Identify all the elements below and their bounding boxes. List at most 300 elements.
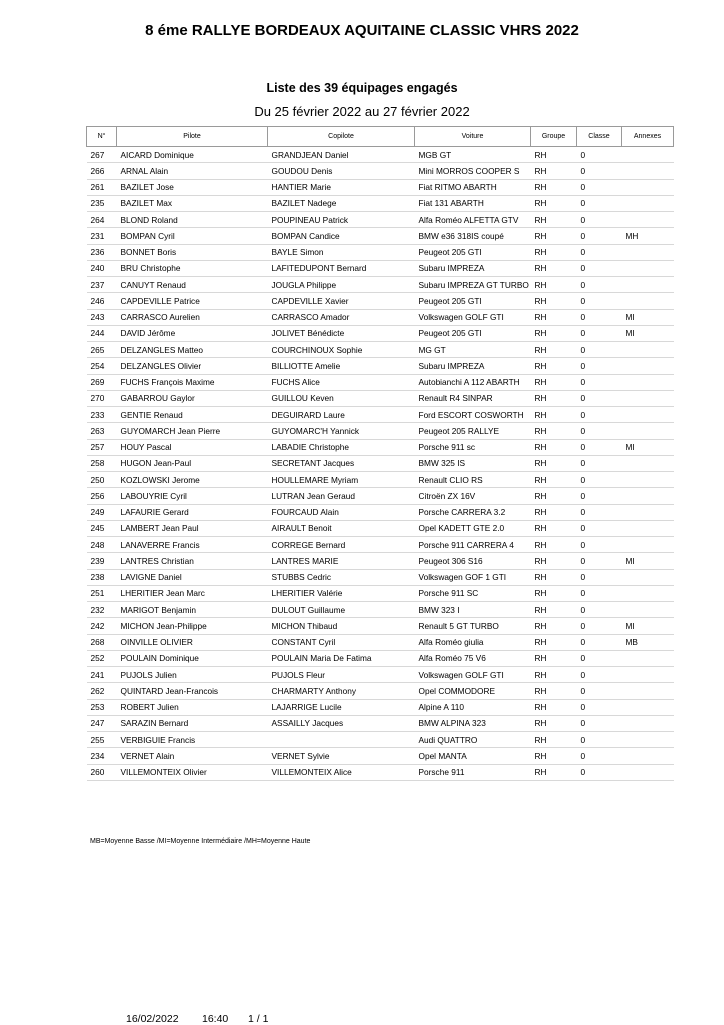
table-row <box>87 634 674 650</box>
cell-pilote: BOMPAN Cyril <box>120 230 175 241</box>
cell-pilote: CARRASCO Aurelien <box>120 312 200 323</box>
cell-pilote: LABOUYRIE Cyril <box>120 490 187 501</box>
cell-number: 240 <box>90 263 105 274</box>
table-row <box>87 537 674 553</box>
cell-groupe: RH <box>534 750 547 761</box>
cell-voiture: Volkswagen GOLF GTI <box>418 669 504 680</box>
cell-pilote: LANTRES Christian <box>120 555 194 566</box>
cell-annexes <box>622 520 674 536</box>
cell-groupe: RH <box>534 767 547 778</box>
table-row <box>87 618 674 634</box>
cell-annexes: MI <box>625 312 635 323</box>
cell-number: 244 <box>90 328 105 339</box>
cell-pilote: SARAZIN Bernard <box>120 718 189 729</box>
cell-groupe: RH <box>534 669 547 680</box>
cell-pilote: DELZANGLES Matteo <box>120 344 204 355</box>
cell-voiture: BMW e36 318IS coupé <box>418 230 504 241</box>
cell-number: 243 <box>90 312 105 323</box>
cell-number: 236 <box>90 247 105 258</box>
cell-voiture: Fiat RITMO ABARTH <box>418 182 497 193</box>
table-row <box>87 195 674 211</box>
table-row <box>87 650 674 666</box>
table-row <box>87 732 674 748</box>
cell-classe: 0 <box>580 263 586 274</box>
cell-groupe: RH <box>534 344 547 355</box>
cell-groupe: RH <box>534 165 547 176</box>
cell-annexes <box>622 358 674 374</box>
entries-subtitle: Liste des 39 équipages engagés <box>266 81 458 95</box>
table-row <box>87 520 674 536</box>
cell-groupe: RH <box>534 149 547 160</box>
cell-copilote: CARRASCO Amador <box>271 312 350 323</box>
cell-groupe: RH <box>534 637 547 648</box>
cell-groupe: RH <box>534 555 547 566</box>
entries-table <box>86 126 674 781</box>
cell-classe: 0 <box>580 328 586 339</box>
cell-groupe: RH <box>534 442 547 453</box>
cell-groupe: RH <box>534 620 547 631</box>
table-row <box>87 358 674 374</box>
cell-copilote: JOLIVET Bénédicte <box>271 328 345 339</box>
cell-copilote: BOMPAN Candice <box>271 230 340 241</box>
cell-annexes <box>622 244 674 260</box>
cell-pilote: VILLEMONTEIX Olivier <box>120 767 207 778</box>
cell-annexes <box>622 195 674 211</box>
cell-annexes <box>622 342 674 358</box>
table-header-row <box>87 127 674 147</box>
legend-note: MB=Moyenne Basse /MI=Moyenne Intermédiaire /MH=Moyenne Haute <box>90 838 311 845</box>
cell-voiture: Volkswagen GOF 1 GTI <box>418 572 507 583</box>
cell-pilote: POULAIN Dominique <box>120 653 199 664</box>
cell-annexes <box>622 163 674 179</box>
table-row <box>87 293 674 309</box>
cell-copilote: GOUDOU Denis <box>271 165 333 176</box>
cell-annexes: MI <box>625 555 635 566</box>
table-row <box>87 569 674 585</box>
cell-annexes <box>622 585 674 601</box>
cell-copilote: LAFITEDUPONT Bernard <box>271 263 367 274</box>
cell-number: 261 <box>90 182 105 193</box>
cell-pilote: QUINTARD Jean-Francois <box>120 685 219 696</box>
cell-groupe: RH <box>534 263 547 274</box>
cell-number: 270 <box>90 393 105 404</box>
table-row <box>87 699 674 715</box>
cell-classe: 0 <box>580 572 586 583</box>
cell-number: 246 <box>90 295 105 306</box>
cell-voiture: Peugeot 205 GTI <box>418 247 482 258</box>
cell-groupe: RH <box>534 247 547 258</box>
cell-pilote: CANUYT Renaud <box>120 279 186 290</box>
column-header-number: N° <box>87 127 117 147</box>
cell-classe: 0 <box>580 344 586 355</box>
table-row <box>87 342 674 358</box>
cell-copilote: DEGUIRARD Laure <box>271 409 345 420</box>
cell-copilote: FOURCAUD Alain <box>271 507 339 518</box>
cell-voiture: Porsche 911 sc <box>418 442 476 453</box>
column-header-voiture: Voiture <box>415 127 531 147</box>
cell-pilote: BONNET Boris <box>120 247 177 258</box>
footer-time: 16:40 <box>202 1013 229 1025</box>
cell-annexes <box>622 488 674 504</box>
cell-number: 242 <box>90 620 105 631</box>
cell-pilote: LAFAURIE Gerard <box>120 507 189 518</box>
cell-annexes <box>622 683 674 699</box>
cell-pilote: CAPDEVILLE Patrice <box>120 295 200 306</box>
cell-number: 258 <box>90 458 105 469</box>
cell-number: 232 <box>90 604 105 615</box>
table-row <box>87 228 674 244</box>
cell-copilote: MICHON Thibaud <box>271 620 338 631</box>
cell-annexes <box>622 390 674 406</box>
cell-pilote: KOZLOWSKI Jerome <box>120 474 200 485</box>
table-row <box>87 553 674 569</box>
cell-classe: 0 <box>580 767 586 778</box>
cell-pilote: PUJOLS Julien <box>120 669 177 680</box>
table-row <box>87 212 674 228</box>
cell-annexes <box>622 179 674 195</box>
cell-annexes <box>622 504 674 520</box>
cell-classe: 0 <box>580 360 586 371</box>
cell-voiture: Audi QUATTRO <box>418 734 478 745</box>
cell-number: 251 <box>90 588 105 599</box>
cell-groupe: RH <box>534 588 547 599</box>
cell-annexes <box>622 732 674 748</box>
cell-groupe: RH <box>534 214 547 225</box>
cell-voiture: Porsche CARRERA 3.2 <box>418 507 506 518</box>
table-row <box>87 683 674 699</box>
cell-voiture: Ford ESCORT COSWORTH <box>418 409 524 420</box>
cell-classe: 0 <box>580 653 586 664</box>
cell-annexes <box>622 569 674 585</box>
cell-voiture: Opel COMMODORE <box>418 685 496 696</box>
cell-groupe: RH <box>534 702 547 713</box>
cell-classe: 0 <box>580 165 586 176</box>
cell-voiture: Renault R4 SINPAR <box>418 393 493 404</box>
cell-classe: 0 <box>580 734 586 745</box>
cell-number: 262 <box>90 685 105 696</box>
cell-pilote: AICARD Dominique <box>120 149 194 160</box>
cell-classe: 0 <box>580 182 586 193</box>
cell-annexes <box>622 423 674 439</box>
cell-classe: 0 <box>580 523 586 534</box>
cell-copilote: VERNET Sylvie <box>271 750 330 761</box>
cell-number: 238 <box>90 572 105 583</box>
cell-pilote: OINVILLE OLIVIER <box>120 637 193 648</box>
table-row <box>87 163 674 179</box>
cell-groupe: RH <box>534 182 547 193</box>
cell-groupe: RH <box>534 523 547 534</box>
cell-classe: 0 <box>580 458 586 469</box>
table-row <box>87 390 674 406</box>
cell-classe: 0 <box>580 604 586 615</box>
cell-pilote: HUGON Jean-Paul <box>120 458 192 469</box>
cell-classe: 0 <box>580 312 586 323</box>
cell-copilote: GUYOMARC'H Yannick <box>271 425 359 436</box>
cell-annexes <box>622 472 674 488</box>
footer-page-number: 1 / 1 <box>248 1013 269 1025</box>
cell-pilote: DELZANGLES Olivier <box>120 360 202 371</box>
cell-annexes: MI <box>625 442 635 453</box>
cell-copilote: HOULLEMARE Myriam <box>271 474 359 485</box>
cell-classe: 0 <box>580 669 586 680</box>
cell-pilote: BAZILET Jose <box>120 182 174 193</box>
cell-copilote: LABADIE Christophe <box>271 442 349 453</box>
cell-classe: 0 <box>580 149 586 160</box>
cell-voiture: Alpine A 110 <box>418 702 465 713</box>
cell-groupe: RH <box>534 295 547 306</box>
cell-groupe: RH <box>534 328 547 339</box>
cell-groupe: RH <box>534 653 547 664</box>
cell-groupe: RH <box>534 425 547 436</box>
cell-annexes <box>622 748 674 764</box>
cell-voiture: Subaru IMPREZA <box>418 360 485 371</box>
table-row <box>87 585 674 601</box>
table-row <box>87 244 674 260</box>
cell-classe: 0 <box>580 637 586 648</box>
cell-annexes <box>622 277 674 293</box>
cell-copilote: CORREGE Bernard <box>271 539 346 550</box>
cell-number: 264 <box>90 214 105 225</box>
cell-number: 235 <box>90 198 105 209</box>
cell-copilote: SECRETANT Jacques <box>271 458 355 469</box>
cell-classe: 0 <box>580 409 586 420</box>
cell-groupe: RH <box>534 685 547 696</box>
cell-number: 266 <box>90 165 105 176</box>
cell-copilote: LANTRES MARIE <box>271 555 339 566</box>
cell-groupe: RH <box>534 718 547 729</box>
cell-pilote: MARIGOT Benjamin <box>120 604 196 615</box>
cell-voiture: Mini MORROS COOPER S <box>418 165 520 176</box>
cell-pilote: BRU Christophe <box>120 263 181 274</box>
cell-copilote: CONSTANT Cyril <box>271 637 336 648</box>
cell-annexes <box>622 537 674 553</box>
table-row <box>87 488 674 504</box>
cell-copilote: LUTRAN Jean Geraud <box>271 490 355 501</box>
table-row <box>87 423 674 439</box>
cell-voiture: Peugeot 205 RALLYE <box>418 425 500 436</box>
cell-classe: 0 <box>580 507 586 518</box>
cell-pilote: GUYOMARCH Jean Pierre <box>120 425 221 436</box>
cell-number: 263 <box>90 425 105 436</box>
table-row <box>87 439 674 455</box>
cell-voiture: Peugeot 205 GTI <box>418 328 482 339</box>
cell-annexes <box>622 212 674 228</box>
cell-voiture: Peugeot 306 S16 <box>418 555 483 566</box>
cell-groupe: RH <box>534 539 547 550</box>
cell-voiture: Opel MANTA <box>418 750 467 761</box>
cell-classe: 0 <box>580 442 586 453</box>
cell-voiture: Renault CLIO RS <box>418 474 483 485</box>
cell-classe: 0 <box>580 295 586 306</box>
table-row <box>87 504 674 520</box>
cell-copilote: LAJARRIGE Lucile <box>271 702 342 713</box>
cell-annexes <box>622 699 674 715</box>
cell-classe: 0 <box>580 685 586 696</box>
cell-pilote: FUCHS François Maxime <box>120 377 215 388</box>
cell-voiture: Opel KADETT GTE 2.0 <box>418 523 505 534</box>
cell-copilote: GRANDJEAN Daniel <box>271 149 349 160</box>
cell-voiture: BMW 325 IS <box>418 458 466 469</box>
cell-voiture: BMW ALPINA 323 <box>418 718 486 729</box>
table-row <box>87 260 674 276</box>
cell-groupe: RH <box>534 198 547 209</box>
cell-copilote: POUPINEAU Patrick <box>271 214 349 225</box>
cell-number: 248 <box>90 539 105 550</box>
cell-copilote: LHERITIER Valérie <box>271 588 343 599</box>
cell-groupe: RH <box>534 734 547 745</box>
cell-annexes: MB <box>625 637 638 648</box>
table-row <box>87 277 674 293</box>
cell-number: 250 <box>90 474 105 485</box>
cell-number: 249 <box>90 507 105 518</box>
cell-voiture: MGB GT <box>418 149 452 160</box>
cell-copilote: JOUGLA Philippe <box>271 279 337 290</box>
cell-classe: 0 <box>580 490 586 501</box>
cell-voiture: Autobianchi A 112 ABARTH <box>418 377 520 388</box>
cell-voiture: Alfa Roméo giulia <box>418 637 484 648</box>
cell-classe: 0 <box>580 230 586 241</box>
column-header-copilote: Copilote <box>268 127 415 147</box>
cell-copilote: GUILLOU Keven <box>271 393 334 404</box>
cell-pilote: BLOND Roland <box>120 214 178 225</box>
table-row <box>87 407 674 423</box>
cell-voiture: Citroën ZX 16V <box>418 490 476 501</box>
cell-voiture: Fiat 131 ABARTH <box>418 198 484 209</box>
cell-classe: 0 <box>580 214 586 225</box>
cell-groupe: RH <box>534 572 547 583</box>
cell-pilote: GENTIE Renaud <box>120 409 183 420</box>
cell-number: 256 <box>90 490 105 501</box>
cell-voiture: Peugeot 205 GTI <box>418 295 482 306</box>
cell-groupe: RH <box>534 360 547 371</box>
cell-pilote: GABARROU Gaylor <box>120 393 195 404</box>
cell-pilote: VERNET Alain <box>120 750 175 761</box>
cell-copilote: DULOUT Guillaume <box>271 604 346 615</box>
cell-annexes <box>622 650 674 666</box>
cell-annexes <box>622 407 674 423</box>
cell-pilote: ARNAL Alain <box>120 165 169 176</box>
cell-groupe: RH <box>534 230 547 241</box>
table-row <box>87 309 674 325</box>
cell-annexes: MI <box>625 328 635 339</box>
cell-voiture: Volkswagen GOLF GTI <box>418 312 504 323</box>
cell-annexes <box>622 260 674 276</box>
cell-pilote: LHERITIER Jean Marc <box>120 588 205 599</box>
cell-classe: 0 <box>580 377 586 388</box>
column-header-classe: Classe <box>577 127 622 147</box>
table-row <box>87 325 674 341</box>
cell-classe: 0 <box>580 750 586 761</box>
cell-classe: 0 <box>580 425 586 436</box>
table-row <box>87 764 674 780</box>
cell-number: 257 <box>90 442 105 453</box>
column-header-annexes: Annexes <box>622 127 674 147</box>
cell-classe: 0 <box>580 588 586 599</box>
cell-number: 267 <box>90 149 105 160</box>
cell-voiture: Porsche 911 CARRERA 4 <box>418 539 514 550</box>
cell-pilote: DAVID Jérôme <box>120 328 176 339</box>
cell-voiture: Subaru IMPREZA <box>418 263 485 274</box>
cell-copilote: CAPDEVILLE Xavier <box>271 295 349 306</box>
cell-number: 237 <box>90 279 105 290</box>
cell-copilote: VILLEMONTEIX Alice <box>271 767 352 778</box>
cell-classe: 0 <box>580 702 586 713</box>
cell-copilote: BILLIOTTE Amelie <box>271 360 341 371</box>
cell-voiture: MG GT <box>418 344 446 355</box>
column-header-pilote: Pilote <box>117 127 268 147</box>
cell-groupe: RH <box>534 474 547 485</box>
cell-pilote: MICHON Jean-Philippe <box>120 620 207 631</box>
table-row <box>87 472 674 488</box>
table-row <box>87 715 674 731</box>
cell-groupe: RH <box>534 393 547 404</box>
footer-date: 16/02/2022 <box>126 1013 179 1025</box>
cell-groupe: RH <box>534 507 547 518</box>
cell-groupe: RH <box>534 458 547 469</box>
table-row <box>87 602 674 618</box>
cell-groupe: RH <box>534 312 547 323</box>
cell-voiture: Subaru IMPREZA GT TURBO <box>418 279 529 290</box>
cell-classe: 0 <box>580 393 586 404</box>
cell-copilote: BAYLE Simon <box>271 247 324 258</box>
cell-voiture: Alfa Roméo ALFETTA GTV <box>418 214 519 225</box>
cell-copilote: POULAIN Maria De Fatima <box>271 653 372 664</box>
table-row <box>87 147 674 163</box>
table-row <box>87 374 674 390</box>
cell-voiture: Alfa Roméo 75 V6 <box>418 653 486 664</box>
cell-copilote <box>268 732 415 748</box>
cell-classe: 0 <box>580 620 586 631</box>
cell-groupe: RH <box>534 377 547 388</box>
table-row <box>87 179 674 195</box>
cell-voiture: Renault 5 GT TURBO <box>418 620 499 631</box>
cell-classe: 0 <box>580 279 586 290</box>
cell-copilote: CHARMARTY Anthony <box>271 685 357 696</box>
cell-pilote: LAVIGNE Daniel <box>120 572 182 583</box>
cell-number: 231 <box>90 230 105 241</box>
table-row <box>87 455 674 471</box>
event-dates: Du 25 février 2022 au 27 février 2022 <box>254 104 470 119</box>
cell-annexes <box>622 293 674 309</box>
cell-pilote: ROBERT Julien <box>120 702 179 713</box>
cell-voiture: BMW 323 I <box>418 604 460 615</box>
cell-annexes <box>622 715 674 731</box>
cell-annexes <box>622 602 674 618</box>
cell-groupe: RH <box>534 490 547 501</box>
cell-number: 254 <box>90 360 105 371</box>
cell-annexes <box>622 667 674 683</box>
cell-voiture: Porsche 911 <box>418 767 465 778</box>
cell-copilote: COURCHINOUX Sophie <box>271 344 363 355</box>
cell-pilote: VERBIGUIE Francis <box>120 734 196 745</box>
cell-classe: 0 <box>580 247 586 258</box>
cell-classe: 0 <box>580 718 586 729</box>
cell-classe: 0 <box>580 474 586 485</box>
cell-pilote: HOUY Pascal <box>120 442 172 453</box>
column-header-groupe: Groupe <box>531 127 577 147</box>
cell-number: 233 <box>90 409 105 420</box>
cell-copilote: HANTIER Marie <box>271 182 331 193</box>
cell-annexes <box>622 147 674 163</box>
cell-number: 241 <box>90 669 105 680</box>
document-title: 8 éme RALLYE BORDEAUX AQUITAINE CLASSIC VHRS 2022 <box>145 22 579 39</box>
cell-annexes <box>622 374 674 390</box>
cell-voiture: Porsche 911 SC <box>418 588 479 599</box>
cell-classe: 0 <box>580 198 586 209</box>
cell-number: 245 <box>90 523 105 534</box>
cell-number: 269 <box>90 377 105 388</box>
cell-copilote: STUBBS Cedric <box>271 572 331 583</box>
